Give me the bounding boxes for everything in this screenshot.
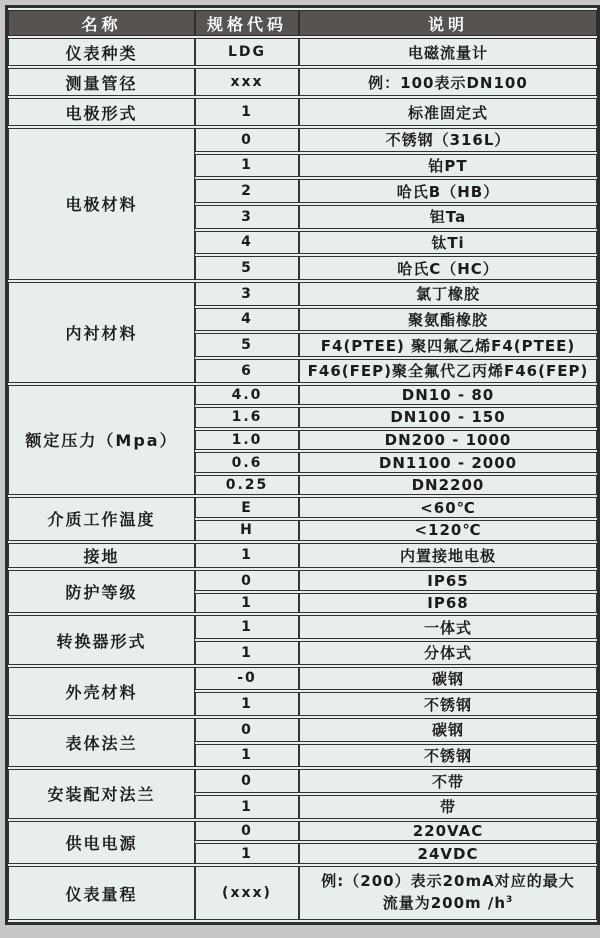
description-cell: 电磁流量计 xyxy=(299,38,597,66)
group-name-cell: 表体法兰 xyxy=(8,718,195,767)
description-cell: 哈氏B（HB） xyxy=(299,179,597,203)
description-cell: 一体式 xyxy=(299,615,597,639)
description-cell: DN10 - 80 xyxy=(299,385,597,406)
description-cell: DN200 - 1000 xyxy=(299,430,597,451)
spec-code-cell: 5 xyxy=(195,256,299,280)
spec-code-cell: LDG xyxy=(195,38,299,66)
table-row xyxy=(8,866,597,920)
group-name-cell: 电极形式 xyxy=(8,98,195,126)
table-row xyxy=(8,718,597,742)
description-cell xyxy=(299,866,597,920)
group-name-cell: 安装配对法兰 xyxy=(8,769,195,818)
header-name: 名称 xyxy=(8,10,195,36)
description-cell: 钽Ta xyxy=(299,205,597,229)
table-row xyxy=(8,282,597,306)
spec-code-cell: 1 xyxy=(195,843,299,864)
spec-code-cell: 1 xyxy=(195,692,299,716)
table-row xyxy=(8,615,597,639)
group-name-cell: 转换器形式 xyxy=(8,615,195,664)
table-row xyxy=(8,543,597,569)
spec-code-cell: 0 xyxy=(195,769,299,793)
group-name-cell: 介质工作温度 xyxy=(8,497,195,540)
description-cell: 不锈钢 xyxy=(299,744,597,768)
spec-code-cell: 1 xyxy=(195,543,299,569)
spec-code-cell: 1 xyxy=(195,615,299,639)
group-name-cell: 额定压力（Mpa） xyxy=(8,385,195,496)
table-row xyxy=(8,98,597,126)
spec-code-cell: 1 xyxy=(195,98,299,126)
description-cell: 聚氨酯橡胶 xyxy=(299,308,597,332)
table-row xyxy=(8,385,597,406)
spec-code-cell: -0 xyxy=(195,667,299,691)
description-cell: 不锈钢（316L） xyxy=(299,128,597,152)
group-name-cell: 仪表量程 xyxy=(8,866,195,920)
header-spec-code: 规格代码 xyxy=(195,10,299,36)
spec-code-cell: 1 xyxy=(195,593,299,614)
description-cell: 220VAC xyxy=(299,821,597,842)
description-cell: 钛Ti xyxy=(299,231,597,255)
spec-code-cell: 3 xyxy=(195,282,299,306)
spec-code-cell: 4 xyxy=(195,231,299,255)
spec-code-cell: 5 xyxy=(195,333,299,357)
description-cell: <120℃ xyxy=(299,520,597,541)
group-name-cell: 内衬材料 xyxy=(8,282,195,383)
spec-code-cell: xxx xyxy=(195,68,299,96)
spec-code-cell: 6 xyxy=(195,359,299,383)
table-row xyxy=(8,68,597,96)
description-cell: DN1100 - 2000 xyxy=(299,452,597,473)
header-description: 说明 xyxy=(299,10,597,36)
group-name-cell: 供电电源 xyxy=(8,821,195,864)
description-cell: DN2200 xyxy=(299,475,597,496)
spec-code-cell: 0.25 xyxy=(195,475,299,496)
description-cell: 氯丁橡胶 xyxy=(299,282,597,306)
table-row xyxy=(8,667,597,691)
spec-code-cell: 1 xyxy=(195,795,299,819)
description-cell: 碳钢 xyxy=(299,718,597,742)
description-superscript: 3 xyxy=(506,895,514,905)
description-cell: 例：100表示DN100 xyxy=(299,68,597,96)
description-line1: 例:（200）表示20mA对应的最大 xyxy=(321,872,575,891)
spec-code-cell: 4.0 xyxy=(195,385,299,406)
spec-code-cell: 1.6 xyxy=(195,407,299,428)
spec-code-cell: 2 xyxy=(195,179,299,203)
table-row xyxy=(8,128,597,152)
table-row xyxy=(8,821,597,842)
spec-code-cell: 1.0 xyxy=(195,430,299,451)
group-name-cell: 外壳材料 xyxy=(8,667,195,716)
spec-table xyxy=(5,5,600,925)
spec-code-cell: 0 xyxy=(195,821,299,842)
group-name-cell: 测量管径 xyxy=(8,68,195,96)
description-cell: 带 xyxy=(299,795,597,819)
description-cell: IP65 xyxy=(299,570,597,591)
spec-code-cell: 0 xyxy=(195,718,299,742)
spec-code-cell: 1 xyxy=(195,641,299,665)
spec-code-cell: 4 xyxy=(195,308,299,332)
group-name-cell: 电极材料 xyxy=(8,128,195,280)
description-cell: 不锈钢 xyxy=(299,692,597,716)
table-row xyxy=(8,38,597,66)
table-row xyxy=(8,570,597,591)
description-line2-text: 流量为200m /h xyxy=(382,894,507,912)
description-cell: 铂PT xyxy=(299,154,597,178)
description-cell: 标准固定式 xyxy=(299,98,597,126)
description-cell: IP68 xyxy=(299,593,597,614)
table-row xyxy=(8,497,597,518)
description-cell: 内置接地电极 xyxy=(299,543,597,569)
spec-table-body xyxy=(8,38,597,920)
description-cell: 哈氏C（HC） xyxy=(299,256,597,280)
description-cell: <60℃ xyxy=(299,497,597,518)
description-cell: DN100 - 150 xyxy=(299,407,597,428)
spec-code-cell: H xyxy=(195,520,299,541)
spec-code-cell: 1 xyxy=(195,154,299,178)
group-name-cell: 接地 xyxy=(8,543,195,569)
group-name-cell: 防护等级 xyxy=(8,570,195,613)
spec-code-cell: 0.6 xyxy=(195,452,299,473)
group-name-cell: 仪表种类 xyxy=(8,38,195,66)
description-cell: 分体式 xyxy=(299,641,597,665)
spec-code-cell: 0 xyxy=(195,570,299,591)
description-line2 xyxy=(302,893,594,915)
table-header-row xyxy=(8,10,597,36)
spec-code-cell: E xyxy=(195,497,299,518)
description-cell: 不带 xyxy=(299,769,597,793)
spec-code-cell: 3 xyxy=(195,205,299,229)
table-row xyxy=(8,769,597,793)
spec-code-cell: (xxx) xyxy=(195,866,299,920)
description-cell: 碳钢 xyxy=(299,667,597,691)
description-cell: F46(FEP)聚全氟代乙丙烯F46(FEP) xyxy=(299,359,597,383)
spec-code-cell: 0 xyxy=(195,128,299,152)
spec-code-cell: 1 xyxy=(195,744,299,768)
description-cell: F4(PTEE) 聚四氟乙烯F4(PTEE) xyxy=(299,333,597,357)
description-cell: 24VDC xyxy=(299,843,597,864)
